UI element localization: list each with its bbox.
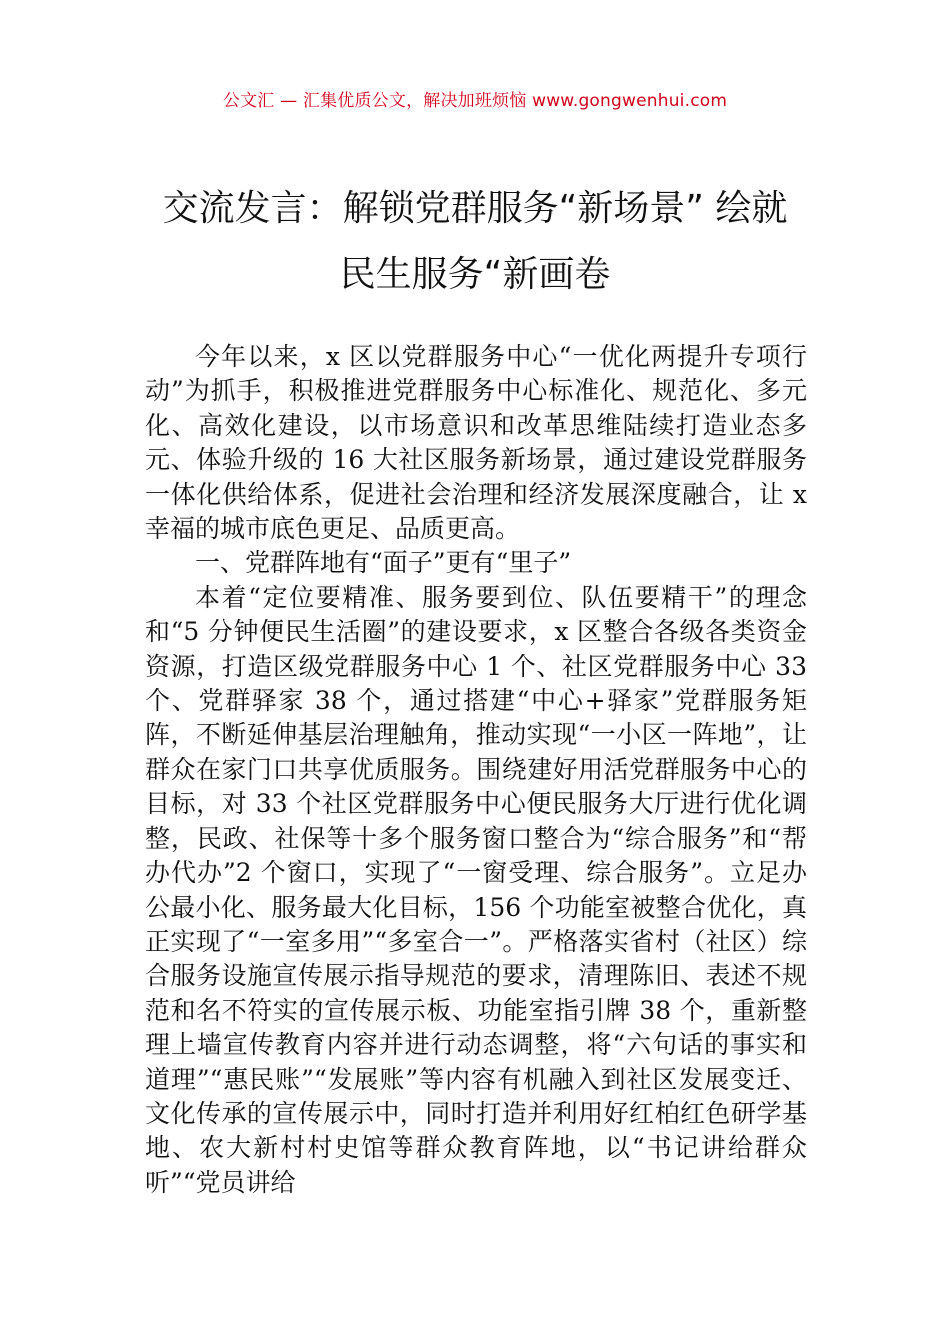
document-title-line-1: 交流发言：解锁党群服务“新场景” 绘就 bbox=[162, 188, 788, 229]
intro-paragraph: 今年以来，x 区以党群服务中心“一优化两提升专项行动”为抓手，积极推进党群服务中心标准化、规范化、多元化、高效化建设，以市场意识和改革思维陆续打造业态多元、体验升级的 16 大社区服务新场景，通过建设党群服务一体化供给体系，促进社会治理和经济发展深度融合，让 x 幸福的城市底色更足、品质更高。 bbox=[145, 342, 807, 544]
section-1-paragraph: 本着“定位要精准、服务要到位、队伍要精干”的理念和“5 分钟便民生活圈”的建设要求，x 区整合各级各类资金资源，打造区级党群服务中心 1 个、社区党群服务中心 33 个、党群驿家 38 个，通过搭建“中心+驿家”党群服务矩阵，不断延伸基层治理触角，推动实现“一小区一阵地”，让群众在家门口共享优质服务。围绕建好用活党群服务中心的目标，对 33 个社区党群服务中心便民服务大厅进行优化调整，民政、社保等十多个服务窗口整合为“综合服务”和“帮办代办”2 个窗口，实现了“一窗受理、综合服务”。立足办公最小化、服务最大化目标，156 个功能室被整合优化，真正实现了“一室多用”“多室合一”。严格落实省村（社区）综合服务设施宣传展示指导规范的要求，清理陈旧、表述不规范和名不符实的宣传展示板、功能室指引牌 38 个，重新整理上墙宣传教育内容并进行动态调整，将“六句话的事实和道理”“惠民账”“发展账”等内容有机融入到社区发展变迁、文化传承的宣传展示中，同时打造并利用好红柏红色研学基地、农大新村村史馆等群众教育阵地，以“书记讲给群众听”“党员讲给 bbox=[145, 582, 807, 1197]
document-body bbox=[145, 340, 807, 1200]
header-banner: 公文汇 — 汇集优质公文，解决加班烦恼 www.gongwenhui.com bbox=[222, 91, 728, 111]
section-heading-1: 一、党群阵地有“面子”更有“里子” bbox=[195, 548, 572, 578]
document-title-line-2: 民生服务“新画卷 bbox=[339, 254, 611, 295]
